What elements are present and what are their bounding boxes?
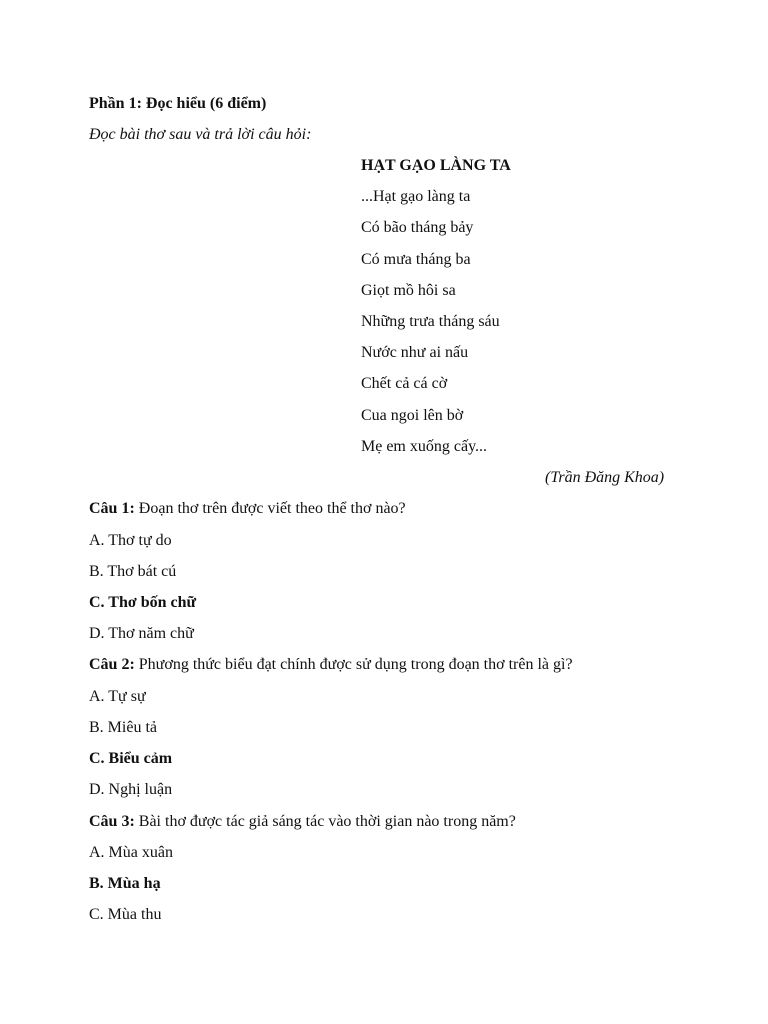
poem-line: Giọt mồ hôi sa — [361, 282, 456, 299]
poem-line: Chết cả cá cờ — [361, 375, 448, 392]
poem-author: (Trần Đăng Khoa) — [545, 469, 665, 486]
poem-line: ...Hạt gạo làng ta — [361, 188, 471, 205]
option-1a: A. Thơ tự do — [89, 532, 172, 549]
reading-instruction: Đọc bài thơ sau và trả lời câu hỏi: — [89, 126, 312, 143]
question-label: Câu 2: — [89, 656, 135, 673]
question-label: Câu 1: — [89, 500, 135, 517]
question-1 — [89, 499, 406, 519]
poem-line: Những trưa tháng sáu — [361, 313, 500, 330]
poem-line: Cua ngoi lên bờ — [361, 407, 464, 424]
option-3a: A. Mùa xuân — [89, 844, 173, 861]
option-2b: B. Miêu tả — [89, 719, 157, 736]
option-3b-correct: B. Mùa hạ — [89, 875, 161, 892]
option-1b: B. Thơ bát cú — [89, 563, 177, 580]
poem-title: HẠT GẠO LÀNG TA — [361, 157, 511, 174]
question-2 — [89, 655, 573, 675]
question-label: Câu 3: — [89, 813, 135, 830]
section-title: Phần 1: Đọc hiểu (6 điểm) — [89, 95, 267, 112]
option-1c-correct: C. Thơ bốn chữ — [89, 594, 197, 611]
question-3 — [89, 812, 516, 832]
question-text: Bài thơ được tác giả sáng tác vào thời gian nào trong năm? — [134, 813, 516, 830]
poem-line: Có bão tháng bảy — [361, 219, 474, 236]
question-text: Phương thức biểu đạt chính được sử dụng trong đoạn thơ trên là gì? — [134, 656, 573, 673]
option-2a: A. Tự sự — [89, 688, 146, 705]
option-3c: C. Mùa thu — [89, 906, 162, 923]
option-2d: D. Nghị luận — [89, 781, 173, 798]
option-1d: D. Thơ năm chữ — [89, 625, 194, 642]
option-2c-correct: C. Biểu cảm — [89, 750, 173, 767]
poem-line: Nước như ai nấu — [361, 344, 469, 361]
poem-line: Mẹ em xuống cấy... — [361, 438, 488, 455]
question-text: Đoạn thơ trên được viết theo thể thơ nào? — [134, 500, 406, 517]
poem-line: Có mưa tháng ba — [361, 251, 471, 268]
